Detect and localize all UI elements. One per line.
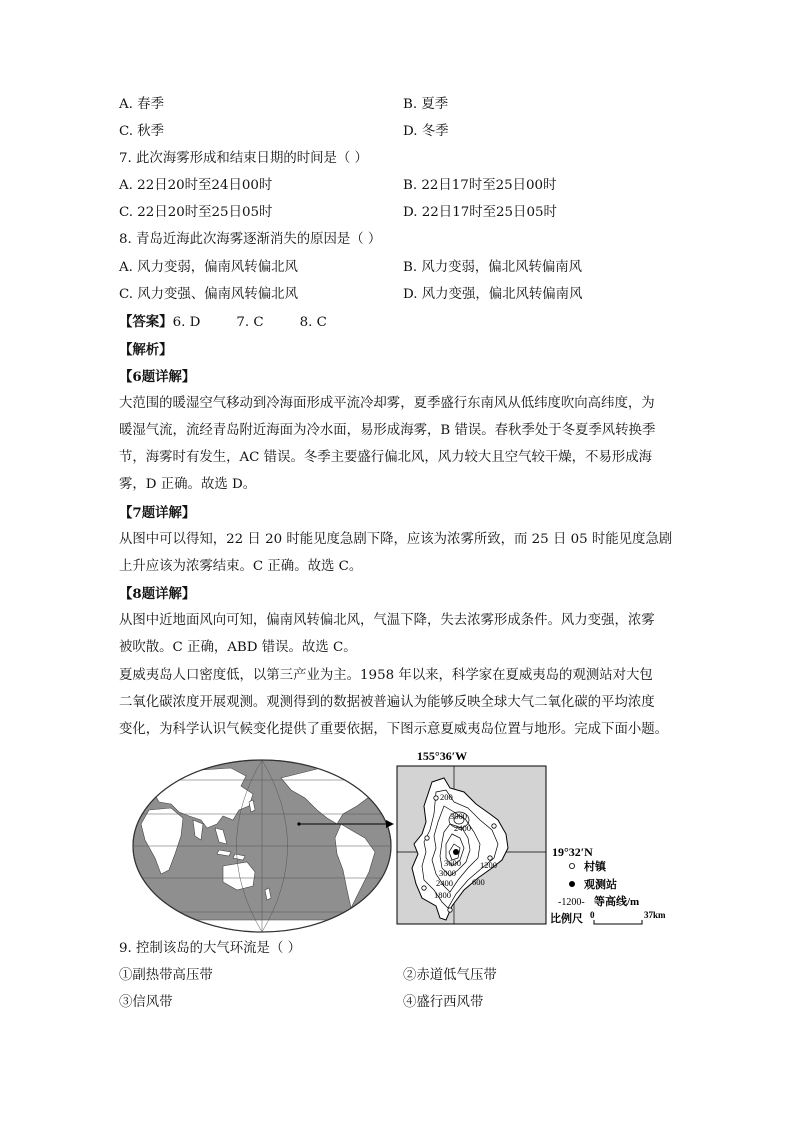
detail8-line-2: 被吹散。C 正确，ABD 错误。故选 C。 — [119, 640, 357, 655]
detail6-line-2: 暖湿气流，流经青岛附近海面为冷水面，易形成海雾，B 错误。春秋季处于冬夏季风转换季 — [119, 423, 656, 438]
legend-station-icon — [569, 881, 575, 887]
island-map-figure — [294, 748, 694, 938]
q7-option-c: C. 22日20时至25日05时 — [119, 205, 273, 220]
detail6-line-3: 节，海雾时有发生，AC 错误。冬季主要盛行偏北风，风力较大且空气较干燥，不易形成海 — [119, 450, 653, 465]
q8-option-c: C. 风力变强、偏南风转偏北风 — [119, 287, 298, 302]
contour-label: 3600 — [444, 858, 461, 868]
answer-7: 7. C — [236, 315, 264, 330]
contour-label: 2400 — [436, 878, 453, 888]
q9-option-3: ③信风带 — [119, 995, 173, 1010]
q9-stem: 9. 控制该岛的大气环流是（ ） — [119, 941, 301, 956]
observatory-marker — [453, 849, 459, 855]
q8-option-d: D. 风力变强，偏北风转偏南风 — [403, 287, 583, 302]
q6-option-a: A. 春季 — [119, 97, 164, 112]
detail7-label: 【7题详解】 — [119, 505, 196, 521]
town-marker — [492, 824, 496, 828]
detail7-line-2: 上升应该为浓雾结束。C 正确。故选 C。 — [119, 559, 363, 574]
detail7-line-1: 从图中可以得知，22 日 20 时能见度急剧下降，应该为浓雾所致，而 25 日 05 时能见度急剧 — [119, 532, 673, 547]
q7-option-d: D. 22日17时至25日05时 — [403, 205, 557, 220]
arrow-head — [386, 820, 394, 828]
q9-option-4: ④盛行西风带 — [403, 995, 484, 1010]
answer-8: 8. C — [299, 315, 327, 330]
contour-label: 200 — [440, 792, 453, 802]
detail6-line-1: 大范围的暖湿空气移动到冷海面形成平流冷却雾，夏季盛行东南风从低纬度吹向高纬度，为 — [119, 396, 655, 411]
detail8-label: 【8题详解】 — [119, 586, 196, 602]
legend-scale-zero: 0 — [590, 910, 595, 920]
q8-stem: 8. 青岛近海此次海雾逐渐消失的原因是（ ） — [119, 232, 382, 247]
q6-option-d: D. 冬季 — [403, 124, 449, 139]
longitude-label: 155°36′W — [416, 749, 468, 763]
contour-label: 3000 — [439, 868, 456, 878]
q8-option-a: A. 风力变弱，偏南风转偏北风 — [119, 260, 298, 275]
contour-label: 1800 — [434, 890, 451, 900]
answer-line — [119, 312, 327, 333]
q9-option-2: ②赤道低气压带 — [403, 968, 497, 983]
legend-scale-end: 37km — [644, 910, 666, 920]
intro-line-3: 变化，为科学认识气候变化提供了重要依据，下图示意夏威夷岛位置与地形。完成下面小题。 — [119, 722, 669, 737]
detail8-line-1: 从图中近地面风向可知，偏南风转偏北风，气温下降，失去浓雾形成条件。风力变强，浓雾 — [119, 613, 655, 628]
analysis-label: 【解析】 — [119, 342, 173, 358]
answer-label: 【答案】 — [119, 314, 173, 330]
legend-contour-sample: -1200- — [558, 897, 585, 908]
latitude-label: 19°32′N — [552, 845, 593, 859]
q7-option-b: B. 22日17时至25日00时 — [403, 178, 557, 193]
town-marker — [488, 856, 492, 860]
scale-bar — [594, 920, 642, 924]
contour-label: 3000 — [450, 811, 467, 821]
town-marker — [425, 836, 429, 840]
legend-station: 观测站 — [584, 879, 617, 891]
town-marker — [448, 908, 452, 912]
town-marker — [422, 886, 426, 890]
legend-scale-label: 比例尺 — [550, 913, 583, 925]
q6-option-b: B. 夏季 — [403, 97, 449, 112]
contour-label: 2400 — [454, 823, 471, 833]
intro-line-2: 二氧化碳浓度开展观测。观测得到的数据被普遍认为能够反映全球大气二氧化碳的平均浓度 — [119, 695, 655, 710]
detail6-line-4: 雾，D 正确。故选 D。 — [119, 477, 257, 492]
detail6-label: 【6题详解】 — [119, 369, 196, 385]
intro-line-1: 夏威夷岛人口密度低，以第三产业为主。1958 年以来，科学家在夏威夷岛的观测站对大包 — [119, 668, 653, 683]
q9-option-1: ①副热带高压带 — [119, 968, 213, 983]
contour-label: 600 — [472, 877, 485, 887]
legend-contour: 等高线/m — [594, 896, 640, 908]
q6-option-c: C. 秋季 — [119, 124, 165, 139]
legend-town-icon — [569, 863, 574, 868]
answer-6: 6. D — [172, 315, 201, 330]
town-marker — [434, 796, 438, 800]
legend-town: 村镇 — [584, 861, 606, 873]
q7-stem: 7. 此次海雾形成和结束日期的时间是（ ） — [119, 151, 368, 166]
contour-label: 1200 — [480, 860, 497, 870]
q8-option-b: B. 风力变弱，偏北风转偏南风 — [403, 260, 583, 275]
q7-option-a: A. 22日20时至24日00时 — [119, 178, 273, 193]
